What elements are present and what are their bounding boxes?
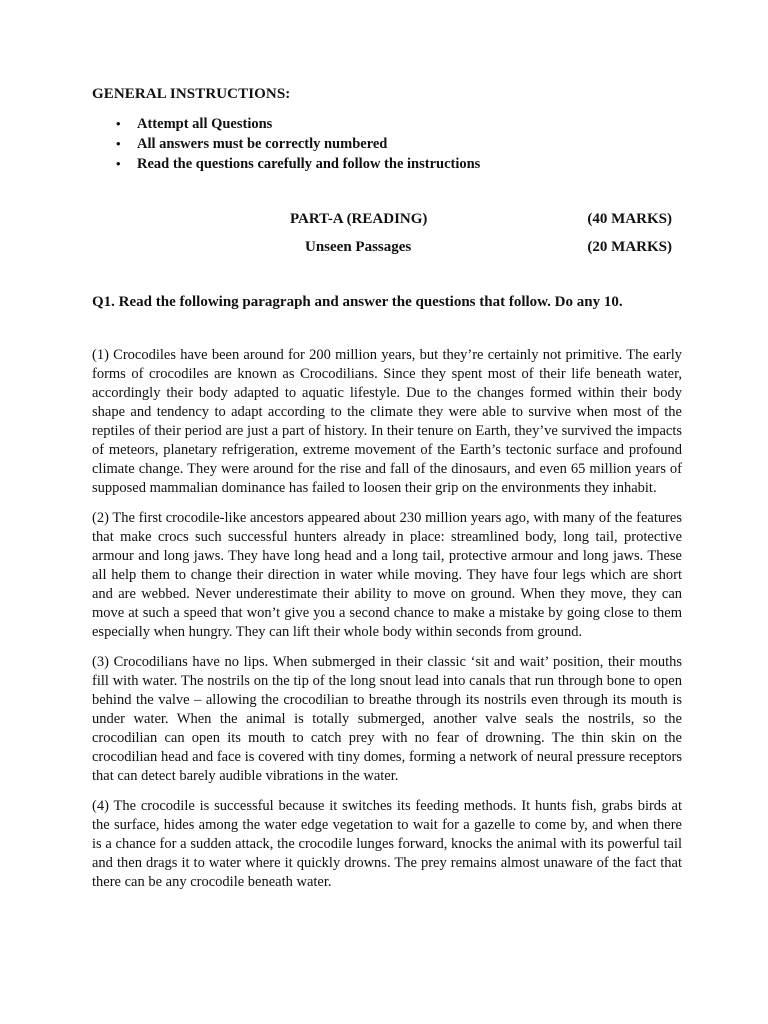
instruction-item — [110, 114, 480, 134]
passage-4: (4) The crocodile is successful because it switches its feeding methods. It hunts fish, grabs birds at the surface, hides among the water edge vegetation to wait for a gazelle to come by, and when there is a chance for a sudden attack, the crocodile lunges forward, knocks the animal with its powerful tail and then drags it to water where it quickly drowns. The prey remains almost unaware of the fact that there can be any crocodile beneath water. — [92, 798, 682, 890]
part-heading-row — [0, 209, 768, 229]
passage-1: (1) Crocodiles have been around for 200 million years, but they’re certainly not primitive. The early forms of crocodiles are known as Crocodilians. Since they spent most of their life beneath water, accordingly their body adapted to aquatic lifestyle. Due to the changes formed within their body shape and tendency to adapt according to the climate they were able to survive when most of the reptiles of their period are just a part of history. In their tenure on Earth, they’ve survived the impacts of meteors, planetary refrigeration, extreme movement of the Earth’s tectonic surface and profound climate change. They were around for the rise and fall of the dinosaurs, and even 65 million years of supposed mammalian dominance has failed to loosen their grip on the environments they inhabit. — [92, 347, 682, 496]
section-marks: (20 MARKS) — [587, 239, 672, 255]
instruction-item — [110, 154, 480, 174]
passage-3: (3) Crocodilians have no lips. When submerged in their classic ‘sit and wait’ position, their mouths fill with water. The nostrils on the tip of the long snout lead into canals that run through bone to open behind the valve – allowing the crocodilian to breathe through its nostrils even through its mouth is under water. When the animal is totally submerged, another valve seals the nostrils, so the crocodilian can open its mouth to catch prey with no fear of drowning. The thin skin on the crocodilian head and face is covered with tiny domes, forming a network of neural pressure receptors that can detect barely audible vibrations in the water. — [92, 654, 682, 784]
bullet-icon: • — [116, 156, 121, 171]
passage-2: (2) The first crocodile-like ancestors appeared about 230 million years ago, with many of the features that make crocs such successful hunters already in place: streamlined body, long tail, protective armour and long jaws. They have long head and a long tail, protective armour and long jaws. These all help them to change their direction in water while moving. They have four legs which are short and are webbed. Never underestimate their ability to move on ground. When they move, they can move at such a speed that won’t give you a second chance to make a mistake by going close to them especially when hungry. They can lift their whole body within seconds from ground. — [92, 510, 682, 640]
instruction-text: All answers must be correctly numbered — [137, 136, 388, 152]
instructions-list — [110, 114, 480, 174]
question-prompt: Q1. Read the following paragraph and answer the questions that follow. Do any 10. — [92, 294, 623, 310]
instruction-text: Read the questions carefully and follow the instructions — [137, 156, 481, 172]
bullet-icon: • — [116, 116, 121, 131]
section-heading-row — [0, 237, 768, 257]
part-marks: (40 MARKS) — [587, 211, 672, 227]
part-title: PART-A (READING) — [290, 211, 428, 227]
bullet-icon: • — [116, 136, 121, 151]
passages-container — [92, 346, 682, 903]
instruction-text: Attempt all Questions — [137, 116, 273, 132]
general-instructions-heading: GENERAL INSTRUCTIONS: — [92, 86, 291, 102]
instruction-item — [110, 134, 480, 154]
section-title: Unseen Passages — [305, 239, 412, 255]
